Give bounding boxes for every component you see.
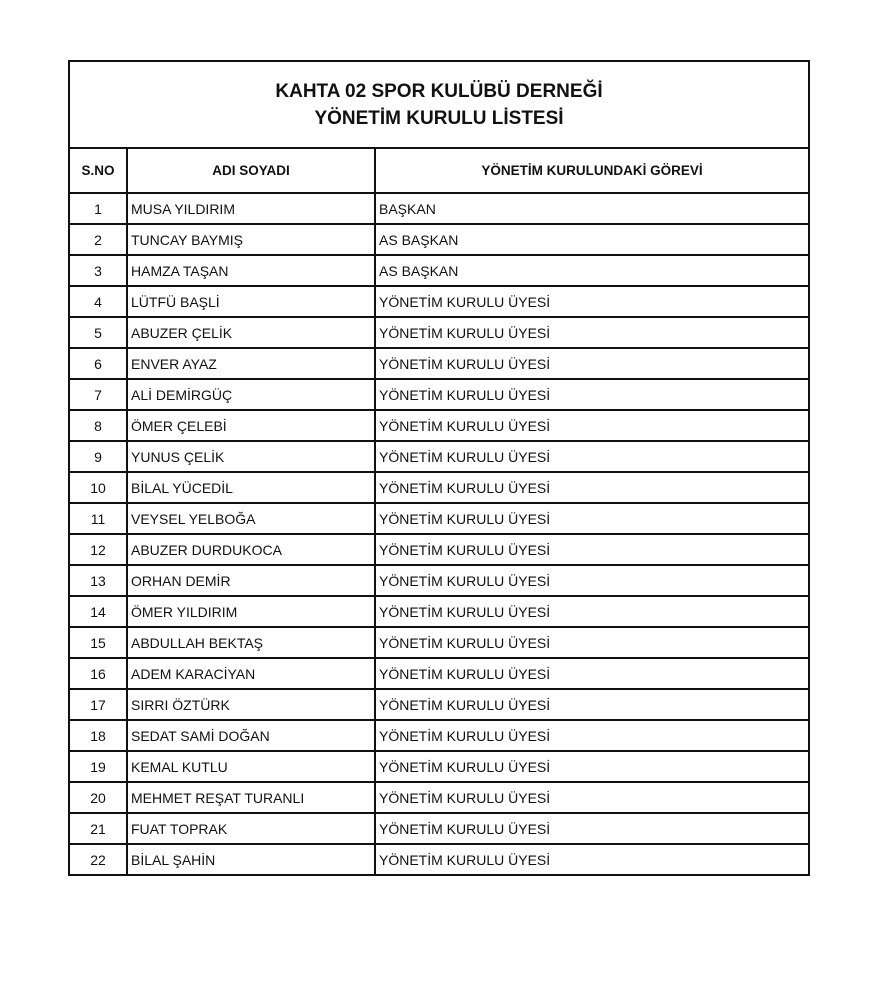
row-number: 3 <box>70 255 127 286</box>
member-role: YÖNETİM KURULU ÜYESİ <box>375 813 808 844</box>
header-role: YÖNETİM KURULUNDAKİ GÖREVİ <box>375 149 808 193</box>
table-row <box>70 565 808 596</box>
member-role: YÖNETİM KURULU ÜYESİ <box>375 503 808 534</box>
row-number: 14 <box>70 596 127 627</box>
member-name: HAMZA TAŞAN <box>127 255 375 286</box>
table-row <box>70 658 808 689</box>
header-name: ADI SOYADI <box>127 149 375 193</box>
member-name: YUNUS ÇELİK <box>127 441 375 472</box>
member-role: YÖNETİM KURULU ÜYESİ <box>375 441 808 472</box>
table-row <box>70 596 808 627</box>
row-number: 19 <box>70 751 127 782</box>
member-role: YÖNETİM KURULU ÜYESİ <box>375 286 808 317</box>
member-name: KEMAL KUTLU <box>127 751 375 782</box>
row-number: 7 <box>70 379 127 410</box>
board-list-document <box>68 60 810 876</box>
member-role: YÖNETİM KURULU ÜYESİ <box>375 844 808 874</box>
row-number: 17 <box>70 689 127 720</box>
table-row <box>70 410 808 441</box>
member-name: ALİ DEMİRGÜÇ <box>127 379 375 410</box>
table-row <box>70 689 808 720</box>
member-name: TUNCAY BAYMIŞ <box>127 224 375 255</box>
member-role: YÖNETİM KURULU ÜYESİ <box>375 348 808 379</box>
row-number: 21 <box>70 813 127 844</box>
table-row <box>70 782 808 813</box>
member-role: YÖNETİM KURULU ÜYESİ <box>375 317 808 348</box>
row-number: 5 <box>70 317 127 348</box>
row-number: 16 <box>70 658 127 689</box>
member-name: LÜTFÜ BAŞLİ <box>127 286 375 317</box>
title-line-2: YÖNETİM KURULU LİSTESİ <box>314 107 564 129</box>
board-table <box>70 149 808 874</box>
row-number: 1 <box>70 193 127 224</box>
member-role: YÖNETİM KURULU ÜYESİ <box>375 689 808 720</box>
row-number: 20 <box>70 782 127 813</box>
table-row <box>70 813 808 844</box>
member-role: YÖNETİM KURULU ÜYESİ <box>375 596 808 627</box>
member-name: BİLAL YÜCEDİL <box>127 472 375 503</box>
table-row <box>70 751 808 782</box>
table-row <box>70 286 808 317</box>
member-role: YÖNETİM KURULU ÜYESİ <box>375 472 808 503</box>
member-name: ENVER AYAZ <box>127 348 375 379</box>
row-number: 18 <box>70 720 127 751</box>
member-name: SEDAT SAMİ DOĞAN <box>127 720 375 751</box>
member-name: ABDULLAH BEKTAŞ <box>127 627 375 658</box>
table-row <box>70 317 808 348</box>
row-number: 13 <box>70 565 127 596</box>
member-role: YÖNETİM KURULU ÜYESİ <box>375 751 808 782</box>
row-number: 22 <box>70 844 127 874</box>
table-row <box>70 441 808 472</box>
member-name: SIRRI ÖZTÜRK <box>127 689 375 720</box>
member-name: MEHMET REŞAT TURANLI <box>127 782 375 813</box>
table-row <box>70 255 808 286</box>
member-role: BAŞKAN <box>375 193 808 224</box>
member-role: YÖNETİM KURULU ÜYESİ <box>375 534 808 565</box>
member-name: MUSA YILDIRIM <box>127 193 375 224</box>
table-row <box>70 348 808 379</box>
row-number: 2 <box>70 224 127 255</box>
table-row <box>70 844 808 874</box>
member-name: ORHAN DEMİR <box>127 565 375 596</box>
member-role: AS BAŞKAN <box>375 255 808 286</box>
member-name: ABUZER DURDUKOCA <box>127 534 375 565</box>
row-number: 10 <box>70 472 127 503</box>
table-row <box>70 379 808 410</box>
table-row <box>70 534 808 565</box>
header-row <box>70 149 808 193</box>
member-name: FUAT TOPRAK <box>127 813 375 844</box>
member-role: YÖNETİM KURULU ÜYESİ <box>375 565 808 596</box>
member-role: YÖNETİM KURULU ÜYESİ <box>375 410 808 441</box>
row-number: 6 <box>70 348 127 379</box>
member-name: ÖMER YILDIRIM <box>127 596 375 627</box>
member-name: BİLAL ŞAHİN <box>127 844 375 874</box>
table-row <box>70 224 808 255</box>
member-name: VEYSEL YELBOĞA <box>127 503 375 534</box>
table-row <box>70 193 808 224</box>
row-number: 12 <box>70 534 127 565</box>
row-number: 9 <box>70 441 127 472</box>
table-row <box>70 472 808 503</box>
table-row <box>70 627 808 658</box>
table-row <box>70 503 808 534</box>
member-role: YÖNETİM KURULU ÜYESİ <box>375 658 808 689</box>
member-role: YÖNETİM KURULU ÜYESİ <box>375 720 808 751</box>
member-name: ABUZER ÇELİK <box>127 317 375 348</box>
member-role: YÖNETİM KURULU ÜYESİ <box>375 782 808 813</box>
title-line-1: KAHTA 02 SPOR KULÜBÜ DERNEĞİ <box>275 80 603 102</box>
row-number: 11 <box>70 503 127 534</box>
row-number: 15 <box>70 627 127 658</box>
document-title <box>70 62 808 149</box>
row-number: 8 <box>70 410 127 441</box>
member-name: ÖMER ÇELEBİ <box>127 410 375 441</box>
table-row <box>70 720 808 751</box>
header-sno: S.NO <box>70 149 127 193</box>
member-role: YÖNETİM KURULU ÜYESİ <box>375 379 808 410</box>
row-number: 4 <box>70 286 127 317</box>
member-name: ADEM KARACİYAN <box>127 658 375 689</box>
member-role: YÖNETİM KURULU ÜYESİ <box>375 627 808 658</box>
member-role: AS BAŞKAN <box>375 224 808 255</box>
